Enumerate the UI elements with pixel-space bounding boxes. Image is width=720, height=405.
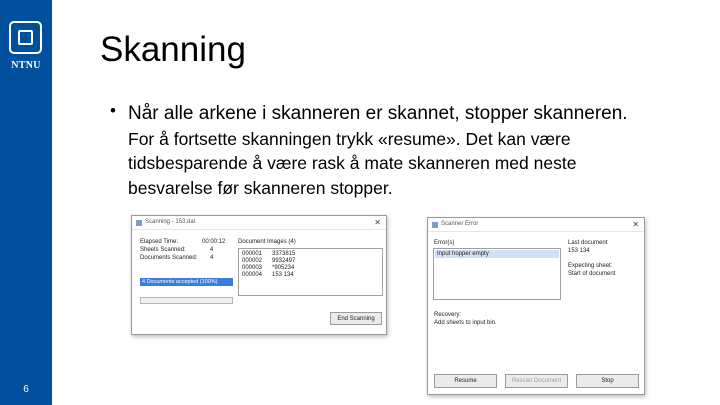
stop-button[interactable]: Stop xyxy=(576,374,639,388)
bullet-line-3: tidsbesparende å være rask å mate skanneren med neste xyxy=(128,153,577,173)
app-icon xyxy=(432,222,438,228)
app-icon xyxy=(136,220,142,226)
expecting-label: Expecting sheet: xyxy=(568,263,613,269)
end-scanning-button[interactable]: End Scanning xyxy=(330,312,382,325)
error-window-title: Scanner Error xyxy=(441,221,479,227)
close-icon[interactable]: ✕ xyxy=(374,218,381,227)
elapsed-value: 00:00:12 xyxy=(202,239,226,245)
sidebar xyxy=(0,0,52,405)
document-row[interactable] xyxy=(242,272,379,279)
scanner-error-window xyxy=(427,217,645,395)
document-id: 3373815 xyxy=(272,251,296,257)
close-icon[interactable]: ✕ xyxy=(632,220,639,229)
logo-inner-square xyxy=(18,30,33,45)
error-list[interactable] xyxy=(433,248,561,300)
resume-button[interactable]: Resume xyxy=(434,374,497,388)
page-number: 6 xyxy=(23,384,29,395)
bullet-icon: • xyxy=(110,101,116,120)
document-id: *905234 xyxy=(272,265,295,271)
page-title: Skanning xyxy=(100,30,246,69)
status-bar: 4 Documents accepted (100%) xyxy=(140,278,233,286)
bullet-line-4: besvarelse før skanneren stopper. xyxy=(128,177,393,198)
sheets-value: 4 xyxy=(210,247,214,253)
sheets-label: Sheets Scanned: xyxy=(140,247,186,253)
error-message: Input hopper empty xyxy=(435,250,559,258)
bullet-line-1: Når alle arkene i skanneren er skannet, stopper skanneren. xyxy=(128,103,628,124)
logo-text: NTNU xyxy=(11,60,41,71)
document-list[interactable] xyxy=(238,248,383,296)
recovery-label: Recovery: xyxy=(434,312,462,318)
recovery-value: Add sheets to input bin. xyxy=(434,320,497,326)
expecting-value: Start of document xyxy=(568,271,616,277)
docs-label: Documents Scanned: xyxy=(140,255,198,261)
errors-label: Error(s) xyxy=(434,240,455,246)
scanning-window xyxy=(131,215,387,335)
document-number: 000002 xyxy=(242,258,263,264)
document-id: 9932497 xyxy=(272,258,296,264)
document-row[interactable] xyxy=(242,258,379,265)
document-row[interactable] xyxy=(242,265,379,272)
bullet-text xyxy=(128,102,688,200)
document-number: 000003 xyxy=(242,265,263,271)
scanning-window-titlebar xyxy=(132,216,386,230)
docs-value: 4 xyxy=(210,255,214,261)
document-number: 000004 xyxy=(242,272,263,278)
elapsed-label: Elapsed Time: xyxy=(140,239,179,245)
bullet-line-2: For å fortsette skanningen trykk «resume». Det kan være xyxy=(128,128,571,149)
rescan-document-button[interactable]: Rescan Document xyxy=(505,374,568,388)
error-window-titlebar xyxy=(428,218,644,232)
last-document-label: Last document xyxy=(568,240,608,246)
document-row[interactable] xyxy=(242,251,379,258)
ntnu-logo-icon xyxy=(9,21,42,54)
scanning-window-title: Scanning - 153.dat xyxy=(145,219,196,225)
document-id: 153 134 xyxy=(272,272,294,278)
document-list-header: Document Images (4) xyxy=(238,239,296,245)
progress-bar xyxy=(140,297,233,304)
document-number: 000001 xyxy=(242,251,263,257)
last-document-value: 153 134 xyxy=(568,248,590,254)
